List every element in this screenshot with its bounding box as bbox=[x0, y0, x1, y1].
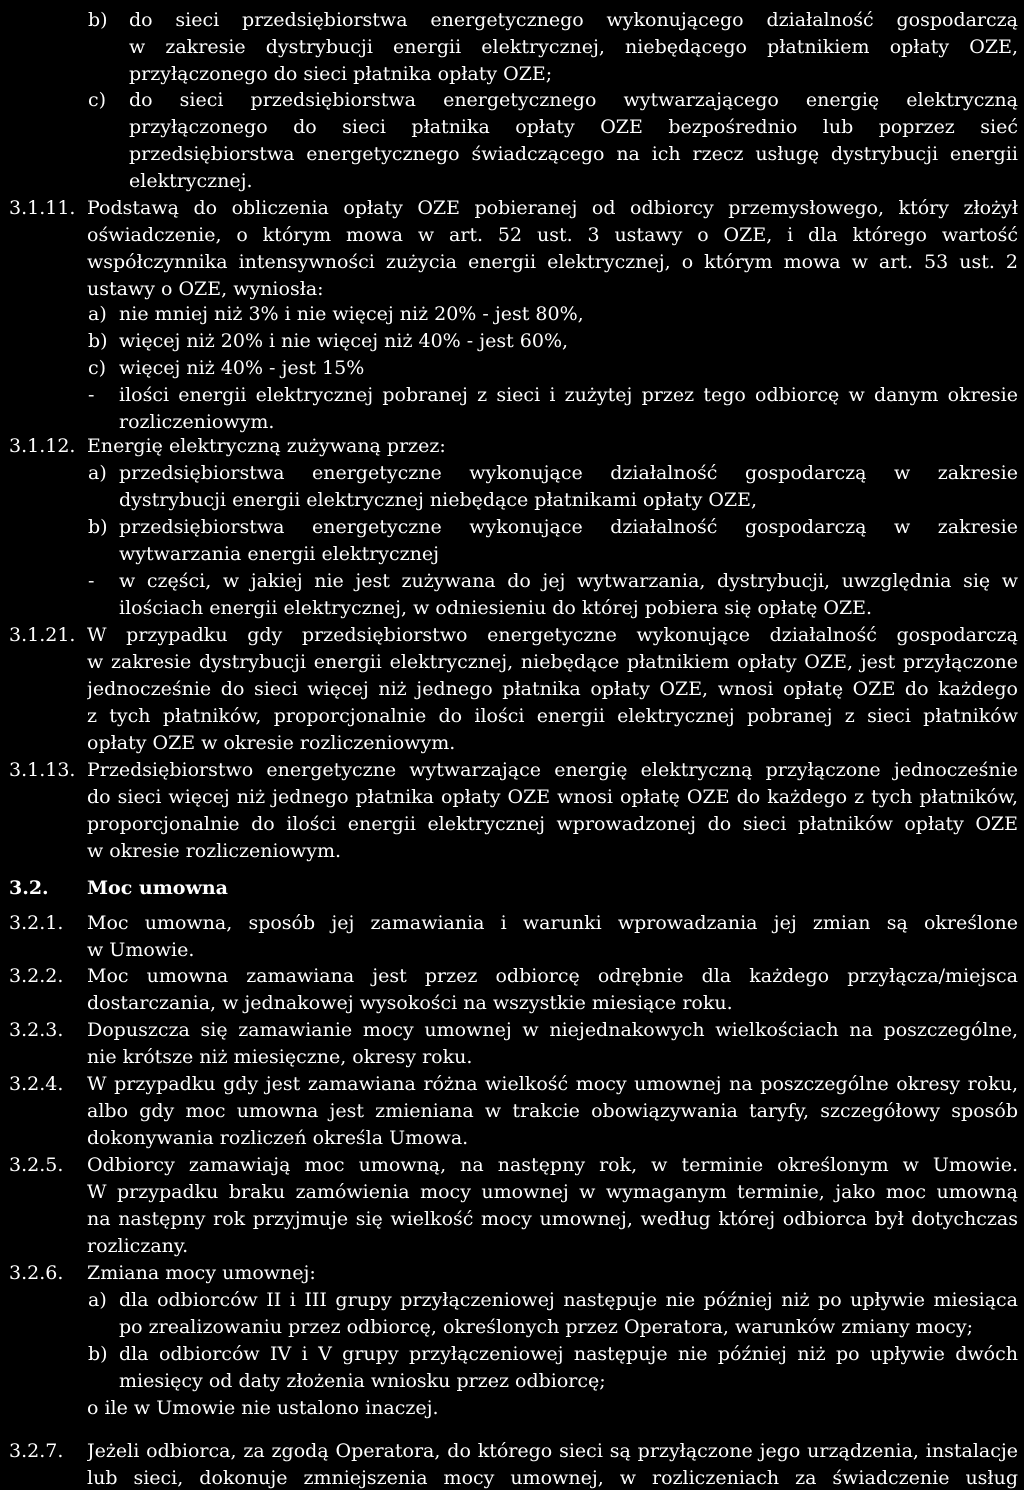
item-marker: 3.2.1. bbox=[9, 912, 64, 934]
paragraph-line: Moc umowna bbox=[87, 877, 228, 899]
paragraph-line: przedsiębiorstwa energetyczne wykonujące działalność gospodarczą w zakresie bbox=[119, 516, 1018, 538]
item-marker: 3.2. bbox=[9, 877, 49, 899]
item-marker: 3.2.3. bbox=[9, 1019, 64, 1041]
paragraph-line: w Umowie. bbox=[87, 939, 195, 961]
paragraph-line: po zrealizowaniu przez odbiorcę, określonych przez Operatora, warunków zmiany mocy; bbox=[119, 1316, 973, 1338]
paragraph-line: proporcjonalnie do ilości energii elektrycznej wprowadzonej do sieci płatników opłaty OZE bbox=[87, 813, 1018, 835]
paragraph-line: elektrycznej. bbox=[129, 170, 253, 192]
paragraph-line: miesięcy od daty złożenia wniosku przez odbiorcę; bbox=[119, 1370, 606, 1392]
paragraph-line: W przypadku gdy przedsiębiorstwo energetyczne wykonujące działalność gospodarczą bbox=[87, 624, 1018, 646]
item-marker: 3.2.6. bbox=[9, 1262, 64, 1284]
paragraph-line: dla odbiorców IV i V grupy przyłączeniowej następuje nie później niż po upływie dwóch bbox=[119, 1343, 1018, 1365]
paragraph-line: Moc umowna zamawiana jest przez odbiorcę odrębnie dla każdego przyłącza/miejsca bbox=[87, 965, 1018, 987]
paragraph-line: więcej niż 20% i nie więcej niż 40% - jest 60%, bbox=[119, 330, 569, 352]
paragraph-line: rozliczeniowym. bbox=[119, 411, 275, 433]
paragraph-line: opłaty OZE w okresie rozliczeniowym. bbox=[87, 732, 456, 754]
paragraph-line: ustawy o OZE, wyniosła: bbox=[87, 278, 324, 300]
item-marker: 3.2.5. bbox=[9, 1154, 64, 1176]
item-marker: - bbox=[88, 384, 95, 406]
paragraph-line: Zmiana mocy umownej: bbox=[87, 1262, 316, 1284]
paragraph-line: W przypadku braku zamówienia mocy umownej w wymaganym terminie, jako moc umowną bbox=[87, 1181, 1018, 1203]
paragraph-line: Podstawą do obliczenia opłaty OZE pobieranej od odbiorcy przemysłowego, który złożył bbox=[87, 197, 1018, 219]
paragraph-line: dokonywania rozliczeń określa Umowa. bbox=[87, 1127, 469, 1149]
paragraph-line: jednocześnie do sieci więcej niż jednego płatnika opłaty OZE, wnosi opłatę OZE do każdego bbox=[87, 678, 1018, 700]
item-marker: b) bbox=[88, 9, 108, 31]
paragraph-line: więcej niż 40% - jest 15% bbox=[119, 357, 365, 379]
item-marker: 3.1.21. bbox=[9, 624, 76, 646]
paragraph-line: w zakresie dystrybucji energii elektrycznej, niebędące płatnikiem opłaty OZE, jest przyłączone bbox=[87, 651, 1018, 673]
item-marker: c) bbox=[88, 89, 107, 111]
paragraph-line: na następny rok przyjmuje się wielkość mocy umownej, według której odbiorca był dotychczas bbox=[87, 1208, 1018, 1230]
paragraph-line: przedsiębiorstwa energetycznego świadczącego na ich rzecz usługę dystrybucji energii bbox=[129, 143, 1018, 165]
paragraph-line: nie mniej niż 3% i nie więcej niż 20% - jest 80%, bbox=[119, 303, 584, 325]
item-marker: a) bbox=[88, 303, 107, 325]
paragraph-line: w zakresie dystrybucji energii elektrycznej, niebędącego płatnikiem opłaty OZE, bbox=[129, 36, 1018, 58]
paragraph-line: do sieci przedsiębiorstwa energetycznego wykonującego działalność gospodarczą bbox=[129, 9, 1018, 31]
paragraph-line: Moc umowna, sposób jej zamawiania i warunki wprowadzania jej zmian są określone bbox=[87, 912, 1018, 934]
paragraph-line: w części, w jakiej nie jest zużywana do jej wytwarzania, dystrybucji, uwzględnia się w bbox=[119, 570, 1018, 592]
paragraph-line: nie krótsze niż miesięczne, okresy roku. bbox=[87, 1046, 473, 1068]
paragraph-line: wytwarzania energii elektrycznej bbox=[119, 543, 440, 565]
paragraph-line: ilości energii elektrycznej pobranej z sieci i zużytej przez tego odbiorcę w danym okresie bbox=[119, 384, 1018, 406]
paragraph-line: do sieci przedsiębiorstwa energetycznego wytwarzającego energię elektryczną bbox=[129, 89, 1018, 111]
item-marker: 3.2.2. bbox=[9, 965, 64, 987]
item-marker: 3.1.12. bbox=[9, 435, 76, 457]
paragraph-line: w okresie rozliczeniowym. bbox=[87, 840, 342, 862]
item-marker: b) bbox=[88, 516, 108, 538]
item-marker: a) bbox=[88, 462, 107, 484]
paragraph-line: lub sieci, dokonuje zmniejszenia mocy umownej, w rozliczeniach za świadczenie usług bbox=[87, 1467, 1018, 1489]
paragraph-line: albo gdy moc umowna jest zmieniana w trakcie obowiązywania taryfy, szczegółowy sposób bbox=[87, 1100, 1018, 1122]
item-marker: 3.1.11. bbox=[9, 197, 76, 219]
paragraph-line: ilościach energii elektrycznej, w odniesieniu do której pobiera się opłatę OZE. bbox=[119, 597, 873, 619]
paragraph-line: przedsiębiorstwa energetyczne wykonujące działalność gospodarczą w zakresie bbox=[119, 462, 1018, 484]
item-marker: b) bbox=[88, 330, 108, 352]
paragraph-line: Odbiorcy zamawiają moc umowną, na następny rok, w terminie określonym w Umowie. bbox=[87, 1154, 1018, 1176]
item-marker: 3.2.4. bbox=[9, 1073, 64, 1095]
paragraph-line: przyłączonego do sieci płatnika opłaty OZE; bbox=[129, 63, 553, 85]
paragraph-line: oświadczenie, o którym mowa w art. 52 ust. 3 ustawy o OZE, i dla którego wartość bbox=[87, 224, 1018, 246]
paragraph-line: dostarczania, w jednakowej wysokości na wszystkie miesiące roku. bbox=[87, 992, 733, 1014]
paragraph-line: współczynnika intensywności zużycia energii elektrycznej, o którym mowa w art. 53 ust. 2 bbox=[87, 251, 1018, 273]
item-marker: b) bbox=[88, 1343, 108, 1365]
paragraph-line: dystrybucji energii elektrycznej niebędące płatnikami opłaty OZE, bbox=[119, 489, 758, 511]
paragraph-line: Przedsiębiorstwo energetyczne wytwarzające energię elektryczną przyłączone jednocześnie bbox=[87, 759, 1018, 781]
paragraph-line: do sieci więcej niż jednego płatnika opłaty OZE wnosi opłatę OZE do każdego z tych płatników, bbox=[87, 786, 1018, 808]
paragraph-line: Jeżeli odbiorca, za zgodą Operatora, do którego sieci są przyłączone jego urządzenia, instalacje bbox=[87, 1440, 1018, 1462]
item-marker: - bbox=[88, 570, 95, 592]
paragraph-line: Energię elektryczną zużywaną przez: bbox=[87, 435, 446, 457]
paragraph-line: przyłączonego do sieci płatnika opłaty OZE bezpośrednio lub poprzez sieć bbox=[129, 116, 1018, 138]
paragraph-line: W przypadku gdy jest zamawiana różna wielkość mocy umownej na poszczególne okresy roku, bbox=[87, 1073, 1018, 1095]
item-marker: a) bbox=[88, 1289, 107, 1311]
paragraph-line: z tych płatników, proporcjonalnie do ilości energii elektrycznej pobranej z sieci płatników bbox=[87, 705, 1018, 727]
paragraph-line: o ile w Umowie nie ustalono inaczej. bbox=[87, 1397, 439, 1419]
item-marker: 3.2.7. bbox=[9, 1440, 64, 1462]
paragraph-line: dla odbiorców II i III grupy przyłączeniowej następuje nie później niż po upływie miesiąca bbox=[119, 1289, 1018, 1311]
item-marker: 3.1.13. bbox=[9, 759, 76, 781]
item-marker: c) bbox=[88, 357, 107, 379]
paragraph-line: Dopuszcza się zamawianie mocy umownej w niejednakowych wielkościach na poszczególne, bbox=[87, 1019, 1018, 1041]
paragraph-line: rozliczany. bbox=[87, 1235, 189, 1257]
